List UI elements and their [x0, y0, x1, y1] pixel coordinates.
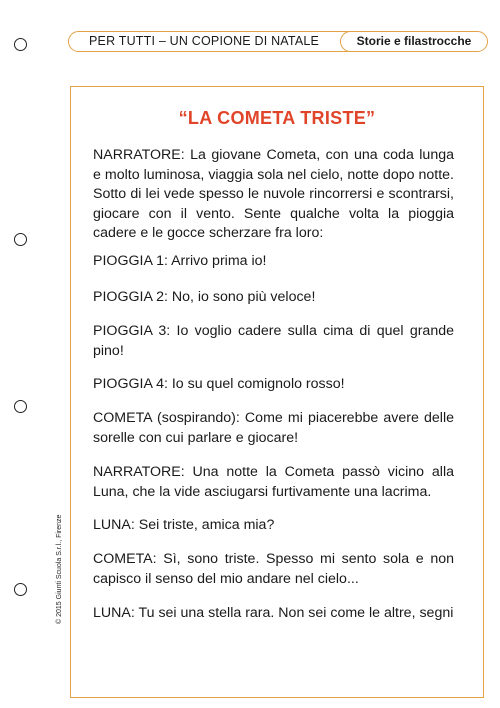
page-header [68, 31, 488, 52]
paragraph-pioggia-2: PIOGGIA 2: No, io sono più veloce! [93, 289, 316, 305]
paragraph-cometa-1: COMETA (sospirando): Come mi piacerebbe avere delle sorelle con cui parlare e giocare! [93, 410, 454, 446]
paragraph-narratore-1: NARRATORE: La giovane Cometa, con una coda lunga e molto luminosa, viaggia sola nel cielo, notte dopo notte. Sotto di lei vede spesso le nuvole rincorrersi e scontrarsi, giocare con il vento. Sente qualche volta la pioggia cadere e le gocce scherzare fra loro: [93, 147, 454, 241]
copyright-notice: © 2015 Giunti Scuola S.r.l., Firenze [56, 514, 63, 624]
binder-hole-1 [14, 38, 27, 51]
header-title: PER TUTTI – UN COPIONE DI NATALE [89, 34, 320, 48]
paragraph-pioggia-1: PIOGGIA 1: Arrivo prima io! [93, 253, 267, 269]
binder-hole-3 [14, 400, 27, 413]
binder-hole-2 [14, 233, 27, 246]
binder-hole-4 [14, 583, 27, 596]
paragraph-narratore-2: NARRATORE: Una notte la Cometa passò vicino alla Luna, che la vide asciugarsi furtivamente una lacrima. [93, 464, 454, 500]
paragraph-pioggia-3: PIOGGIA 3: Io voglio cadere sulla cima di quel grande pino! [93, 323, 454, 359]
paragraph-pioggia-4: PIOGGIA 4: Io su quel comignolo rosso! [93, 376, 345, 392]
paragraph-luna-2: LUNA: Tu sei una stella rara. Non sei come le altre, segni [93, 605, 454, 621]
paragraph-cometa-2: COMETA: Sì, sono triste. Spesso mi sento sola e non capisco il senso del mio andare nel cielo... [93, 551, 454, 587]
story-title: “LA COMETA TRISTE” [178, 108, 376, 128]
section-tag: Storie e filastrocche [340, 31, 488, 52]
paragraph-luna-1: LUNA: Sei triste, amica mia? [93, 517, 275, 533]
